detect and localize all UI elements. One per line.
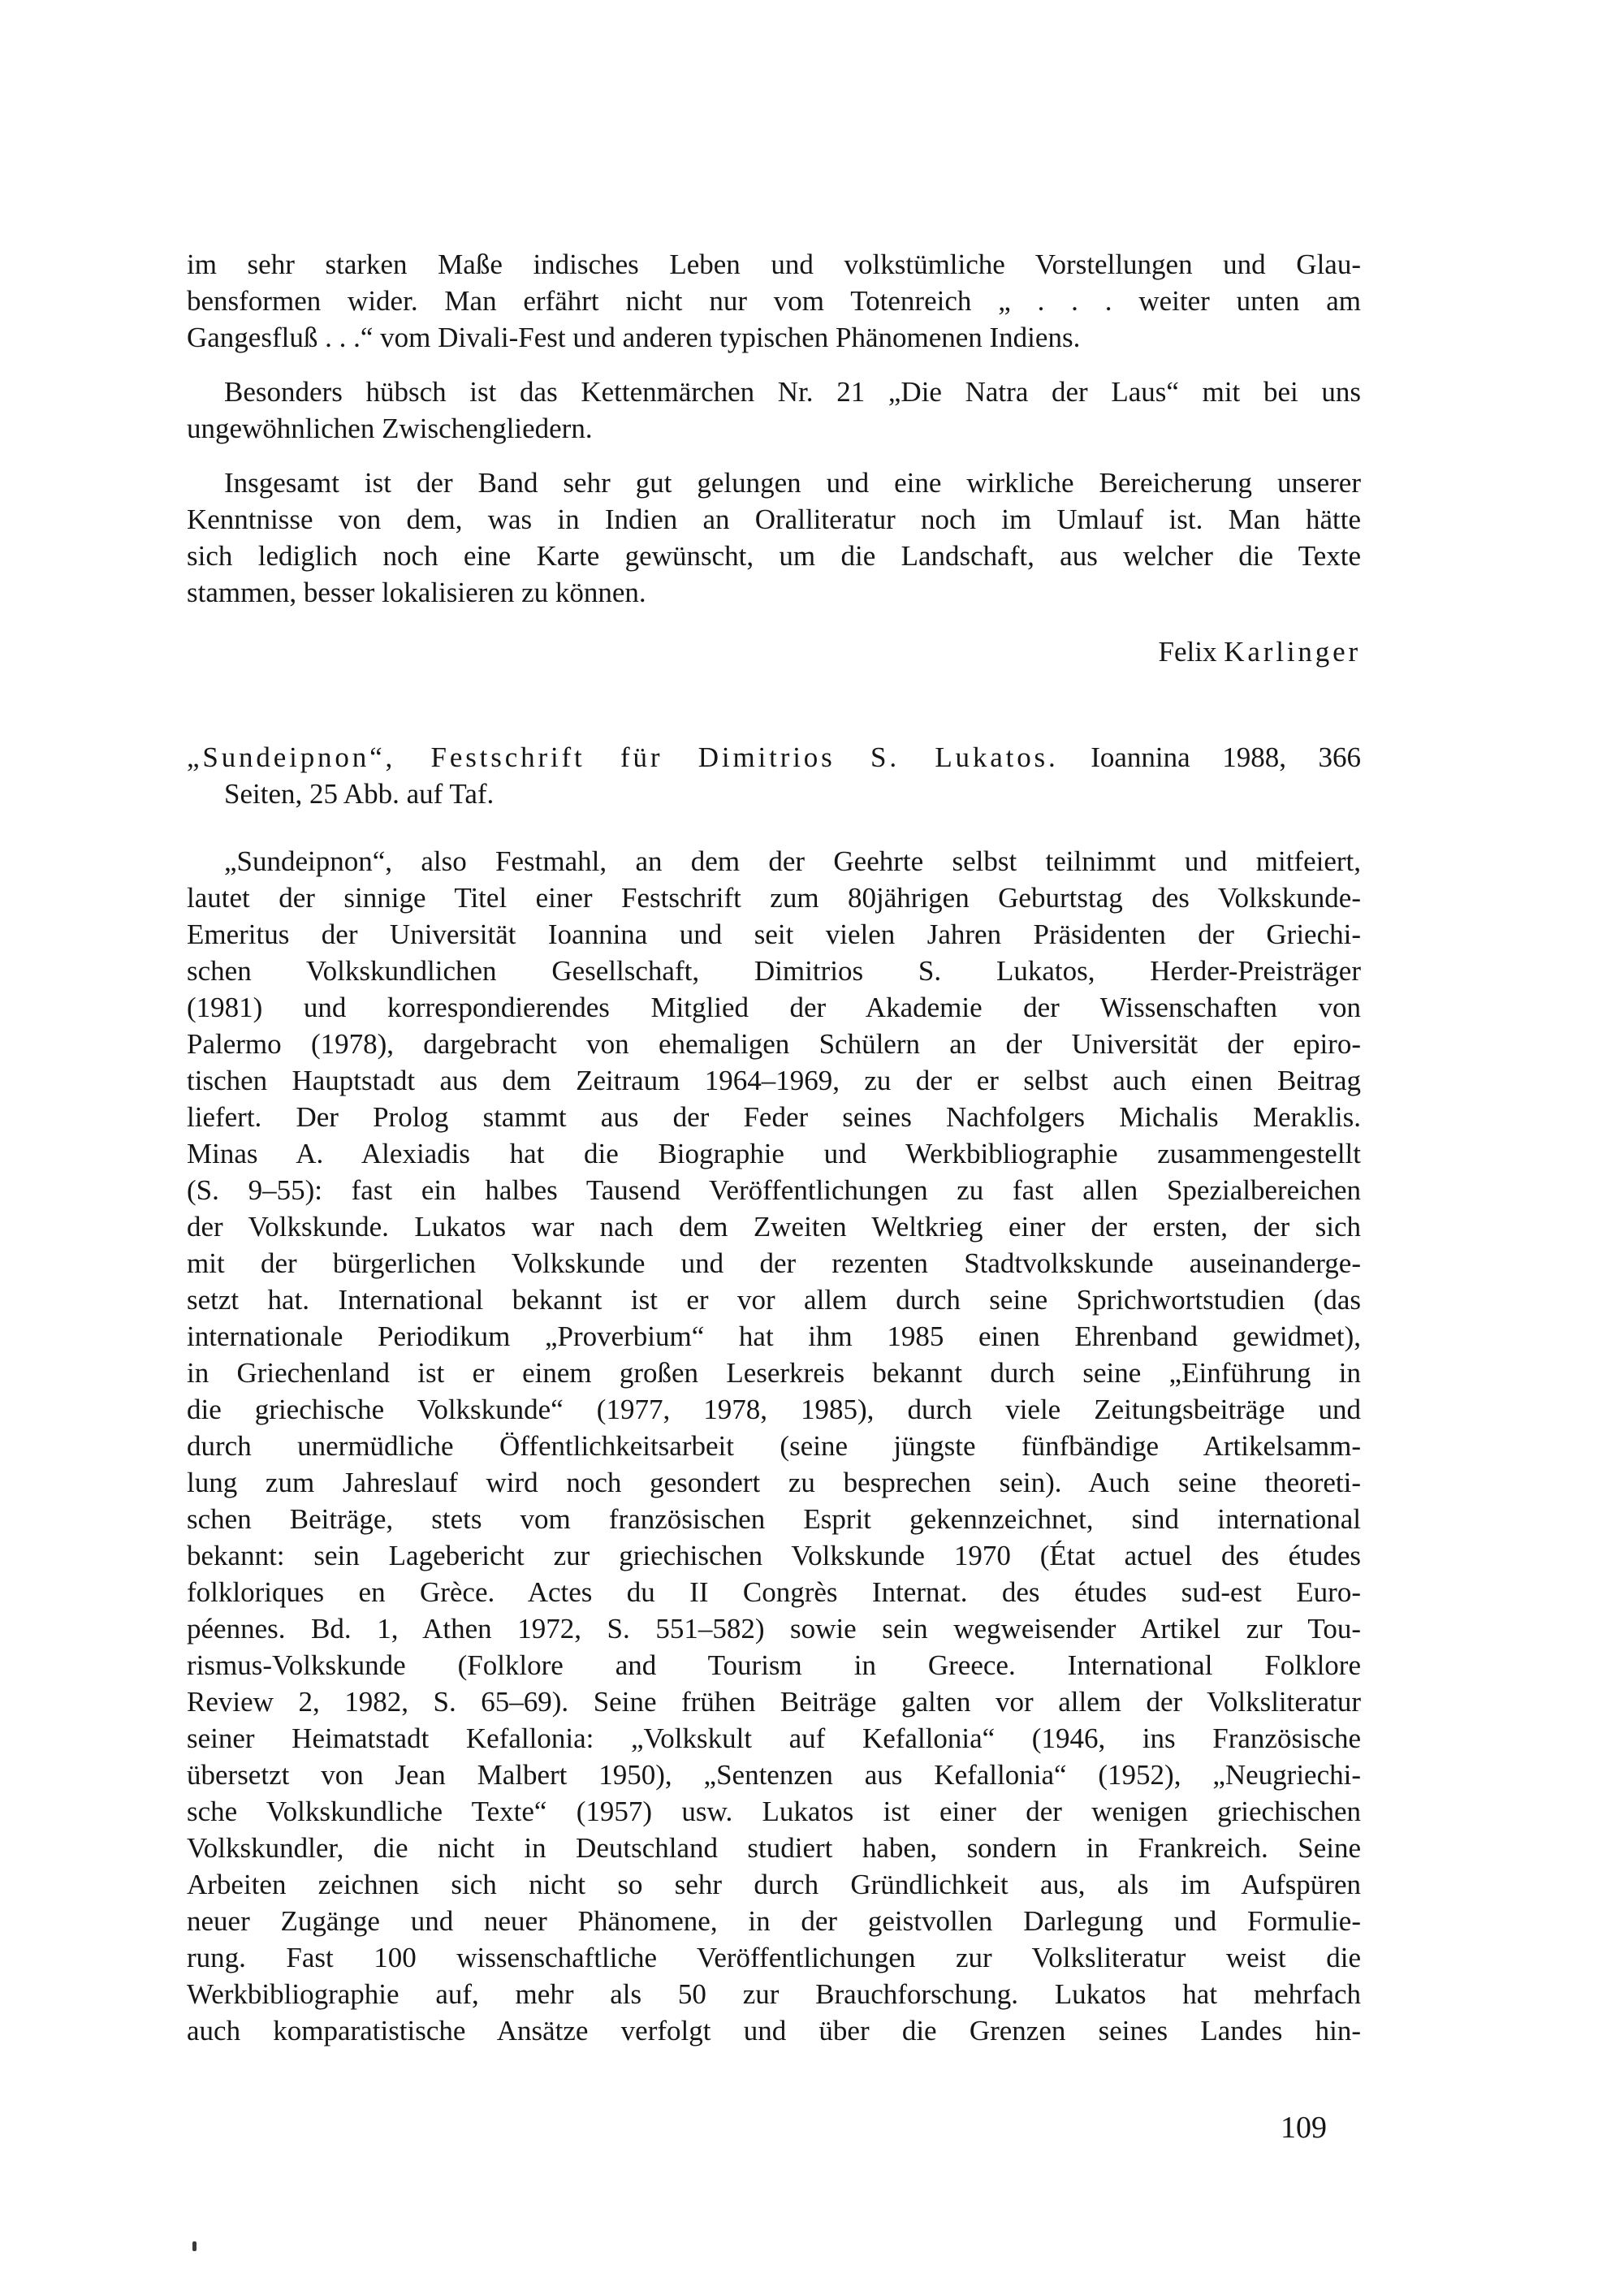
- reviewer-signature: [187, 633, 1361, 670]
- text-line: ungewöhnlichen Zwischengliedern.: [187, 413, 593, 444]
- review-heading-line2: Seiten, 25 Abb. auf Taf.: [224, 778, 495, 810]
- text-line: péennes. Bd. 1, Athen 1972, S. 551–582) sowie sein wegweisender Artikel zur Tou-: [187, 1613, 1361, 1645]
- text-line: „Sundeipnon“, also Festmahl, an dem der Geehrte selbst teilnimmt und mitfeiert,: [224, 845, 1361, 877]
- text-line: bekannt: sein Lagebericht zur griechischen Volkskunde 1970 (État actuel des études: [187, 1540, 1361, 1571]
- review-heading-title: „Sundeipnon“, Festschrift für Dimitrios S. Lukatos.: [187, 741, 1059, 773]
- text-line: übersetzt von Jean Malbert 1950), „Sentenzen aus Kefallonia“ (1952), „Neugriechi-: [187, 1759, 1361, 1791]
- text-line: rismus-Volkskunde (Folklore and Tourism in Greece. International Folklore: [187, 1649, 1361, 1681]
- text-line: folkloriques en Grèce. Actes du II Congrès Internat. des études sud-est Euro-: [187, 1576, 1361, 1608]
- text-line: in Griechenland ist er einem großen Leserkreis bekannt durch seine „Einführung in: [187, 1357, 1361, 1389]
- text-line: (1981) und korrespondierendes Mitglied der Akademie der Wissenschaften von: [187, 992, 1361, 1023]
- text-line: Werkbibliographie auf, mehr als 50 zur Brauchforschung. Lukatos hat mehrfach: [187, 1978, 1361, 2010]
- review-heading-line1: [187, 739, 1361, 776]
- text-line: setzt hat. International bekannt ist er vor allem durch seine Sprichwortstudien (das: [187, 1284, 1361, 1316]
- text-line: Palermo (1978), dargebracht von ehemaligen Schülern an der Universität der epiro-: [187, 1028, 1361, 1060]
- review-heading-imprint: Ioannina 1988, 366: [1091, 741, 1362, 773]
- reviewer-given-name: Felix: [1158, 636, 1217, 668]
- text-line: Insgesamt ist der Band sehr gut gelungen und eine wirkliche Bereicherung unserer: [224, 467, 1361, 499]
- text-line: schen Volkskundlichen Gesellschaft, Dimitrios S. Lukatos, Herder-Preisträger: [187, 955, 1361, 987]
- text-line: Review 2, 1982, S. 65–69). Seine frühen Beiträge galten vor allem der Volksliteratur: [187, 1686, 1361, 1718]
- text-line: schen Beiträge, stets vom französischen Esprit gekennzeichnet, sind international: [187, 1503, 1361, 1535]
- text-line: die griechische Volkskunde“ (1977, 1978, 1985), durch viele Zeitungsbeiträge und: [187, 1394, 1361, 1425]
- text-line: auch komparatistische Ansätze verfolgt und über die Grenzen seines Landes hin-: [187, 2015, 1361, 2046]
- text-line: Gangesfluß . . .“ vom Divali-Fest und anderen typischen Phänomenen Indiens.: [187, 322, 1081, 353]
- text-line: liefert. Der Prolog stammt aus der Feder seines Nachfolgers Michalis Meraklis.: [187, 1101, 1361, 1133]
- text-line: Besonders hübsch ist das Kettenmärchen Nr. 21 „Die Natra der Laus“ mit bei uns: [224, 376, 1361, 408]
- text-line: neuer Zugänge und neuer Phänomene, in der geistvollen Darlegung und Formulie-: [187, 1905, 1361, 1937]
- paragraph: [187, 246, 1361, 356]
- text-line: lautet der sinnige Titel einer Festschrift zum 80jährigen Geburtstag des Volkskunde-: [187, 882, 1361, 914]
- text-line: Volkskundler, die nicht in Deutschland studiert haben, sondern in Frankreich. Seine: [187, 1832, 1361, 1864]
- text-line: seiner Heimatstadt Kefallonia: „Volkskult auf Kefallonia“ (1946, ins Französische: [187, 1722, 1361, 1754]
- paragraph: [187, 374, 1361, 447]
- text-line: Arbeiten zeichnen sich nicht so sehr durch Gründlichkeit aus, als im Aufspüren: [187, 1869, 1361, 1900]
- text-column: [187, 246, 1361, 2049]
- page-number: 109: [1281, 2111, 1327, 2145]
- scan-artifact-speck: [192, 2241, 197, 2251]
- text-line: internationale Periodikum „Proverbium“ hat ihm 1985 einen Ehrenband gewidmet),: [187, 1320, 1361, 1352]
- text-line: der Volkskunde. Lukatos war nach dem Zweiten Weltkrieg einer der ersten, der sich: [187, 1211, 1361, 1243]
- text-line: bensformen wider. Man erfährt nicht nur vom Totenreich „ . . . weiter unten am: [187, 285, 1361, 317]
- text-line: durch unermüdliche Öffentlichkeitsarbeit (seine jüngste fünfbändige Artikelsamm-: [187, 1430, 1361, 1462]
- text-line: mit der bürgerlichen Volkskunde und der rezenten Stadtvolkskunde auseinanderge-: [187, 1247, 1361, 1279]
- text-line: Minas A. Alexiadis hat die Biographie und Werkbibliographie zusammengestellt: [187, 1138, 1361, 1169]
- text-line: Kenntnisse von dem, was in Indien an Oralliteratur noch im Umlauf ist. Man hätte: [187, 504, 1361, 535]
- text-line: sich lediglich noch eine Karte gewünscht, um die Landschaft, aus welcher die Texte: [187, 540, 1361, 572]
- text-line: im sehr starken Maße indisches Leben und volkstümliche Vorstellungen und Glau-: [187, 249, 1361, 280]
- text-line: sche Volkskundliche Texte“ (1957) usw. Lukatos ist einer der wenigen griechischen: [187, 1796, 1361, 1827]
- review-karlinger-paragraphs: [187, 246, 1361, 611]
- text-line: lung zum Jahreslauf wird noch gesondert zu besprechen sein). Auch seine theoreti-: [187, 1467, 1361, 1498]
- review-heading: [187, 739, 1361, 812]
- review-sundeipnon-section: [187, 739, 1361, 2049]
- text-line: stammen, besser lokalisieren zu können.: [187, 577, 646, 608]
- text-line: Emeritus der Universität Ioannina und seit vielen Jahren Präsidenten der Griechi-: [187, 918, 1361, 950]
- paragraph: [187, 843, 1361, 2049]
- text-line: tischen Hauptstadt aus dem Zeitraum 1964–1969, zu der er selbst auch einen Beitrag: [187, 1065, 1361, 1096]
- review-sundeipnon-paragraphs: [187, 843, 1361, 2049]
- text-line: rung. Fast 100 wissenschaftliche Veröffentlichungen zur Volksliteratur weist die: [187, 1942, 1361, 1973]
- review-karlinger-section: [187, 246, 1361, 670]
- paragraph: [187, 465, 1361, 611]
- text-line: (S. 9–55): fast ein halbes Tausend Veröffentlichungen zu fast allen Spezialbereichen: [187, 1174, 1361, 1206]
- reviewer-family-name: Karlinger: [1224, 636, 1361, 668]
